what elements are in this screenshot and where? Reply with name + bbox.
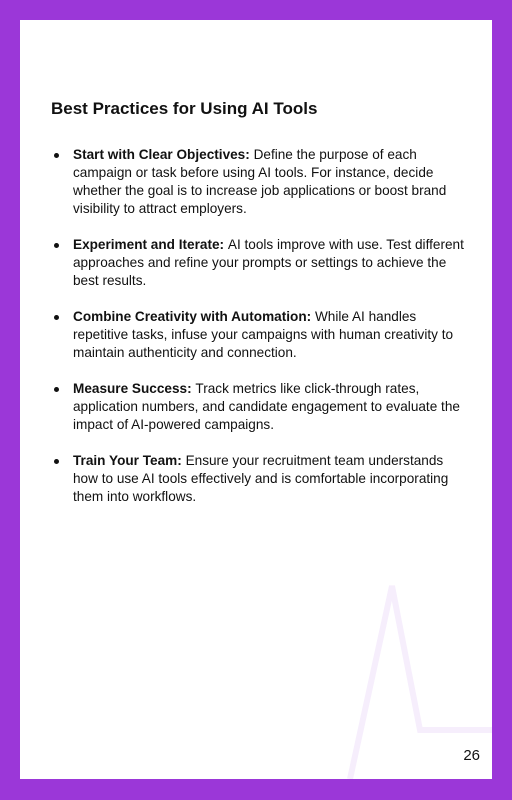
document-page (20, 20, 492, 779)
bullet-icon (54, 153, 59, 158)
bullet-icon (54, 243, 59, 248)
page-title: Best Practices for Using AI Tools (51, 99, 318, 118)
bullet-text: While AI handles repetitive tasks, infuse your campaigns with human creativity to maintain authenticity and connection. (73, 309, 454, 360)
list-item (51, 236, 471, 290)
bullet-heading: Measure Success: (73, 381, 196, 396)
bullet-heading: Combine Creativity with Automation: (73, 309, 315, 324)
bullet-heading: Start with Clear Objectives: (73, 147, 254, 162)
bullet-icon (54, 315, 59, 320)
page-number: 26 (463, 747, 480, 764)
bullet-icon (54, 459, 59, 464)
list-item (51, 452, 471, 506)
bullet-heading: Train Your Team: (73, 453, 186, 468)
bullet-text: Define the purpose of each campaign or task before using AI tools. For instance, decide whether the goal is to increase job applications or boost brand visibility to attract employers. (73, 147, 447, 216)
bullet-heading: Experiment and Iterate: (73, 237, 228, 252)
bullet-text: Ensure your recruitment team understands how to use AI tools effectively and is comfortable incorporating them into workflows. (73, 453, 449, 504)
bullet-icon (54, 387, 59, 392)
bullet-text: AI tools improve with use. Test different approaches and refine your prompts or settings to achieve the best results. (73, 237, 464, 288)
best-practices-list (51, 146, 471, 524)
list-item (51, 146, 471, 218)
list-item (51, 308, 471, 362)
list-item (51, 380, 471, 434)
bullet-text: Track metrics like click-through rates, application numbers, and candidate engagement to evaluate the impact of AI-powered campaigns. (73, 381, 460, 432)
